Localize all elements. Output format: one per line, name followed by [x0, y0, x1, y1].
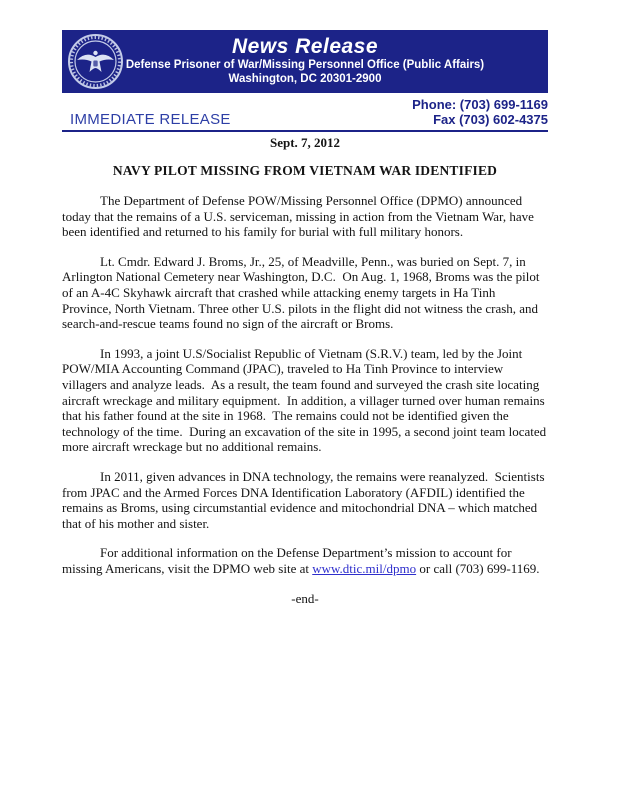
paragraph-5-text-before: For additional information on the Defense Department’s mission to account for missing Americans, visit the DPMO web site at: [62, 545, 515, 576]
paragraph-1: The Department of Defense POW/Missing Personnel Office (DPMO) announced today that the remains of a U.S. serviceman, missing in action from the Vietnam War, have been identified and returned to his family for burial with full military honors.: [62, 193, 538, 240]
fax-number: Fax (703) 602-4375: [433, 112, 548, 127]
banner-title: News Release: [231, 35, 379, 58]
dod-seal-icon: [67, 33, 124, 90]
paragraph-5: [62, 545, 548, 576]
phone-number: Phone: (703) 699-1169: [412, 97, 548, 112]
end-marker: -end-: [291, 591, 319, 607]
paragraph-3: In 1993, a joint U.S/Socialist Republic of Vietnam (S.R.V.) team, led by the Joint POW/MIA Accounting Command (JPAC), traveled to Ha Tinh Province to interview villagers and analyze leads. As a result, the team found and surveyed the crash site locating aircraft wreckage and military equipment. In addition, a villager turned over human remains that his father found at the site in 1968. The remains could not be identified given the technology of the time. During an excavation of the site in 1995, a second joint team located more aircraft wreckage but no additional remains.: [62, 345, 550, 455]
dpmo-website-link[interactable]: www.dtic.mil/dpmo: [312, 560, 417, 576]
paragraph-2: Lt. Cmdr. Edward J. Broms, Jr., 25, of Meadville, Penn., was buried on Sept. 7, in Arlington National Cemetery near Washington, D.C. On Aug. 1, 1968, Broms was the pilot of an A-4C Skyhawk aircraft that crashed while attacking enemy targets in Ha Tinh Province, North Vietnam. Three other U.S. pilots in the flight did not witness the crash, and search-and-rescue teams found no sign of the aircraft or Broms.: [62, 253, 543, 332]
banner-org-line1: Defense Prisoner of War/Missing Personnel Office (Public Affairs): [125, 59, 485, 71]
release-line: [62, 112, 548, 132]
release-type-label: IMMEDIATE RELEASE: [70, 111, 231, 128]
banner-org-line2: Washington, DC 20301-2900: [228, 73, 382, 85]
headline: NAVY PILOT MISSING FROM VIETNAM WAR IDENTIFIED: [112, 163, 498, 178]
contact-block: [62, 97, 548, 132]
paragraph-4: In 2011, given advances in DNA technology, the remains were reanalyzed. Scientists from JPAC and the Armed Forces DNA Identification Laboratory (AFDIL) identified the remains as Broms, using circumstantial evidence and mitochondrial DNA – which matched that of his mother and sister.: [62, 468, 548, 531]
news-release-banner: [62, 30, 548, 93]
paragraph-5-text-after: or call (703) 699-1169.: [416, 560, 540, 576]
release-date: Sept. 7, 2012: [269, 135, 341, 150]
